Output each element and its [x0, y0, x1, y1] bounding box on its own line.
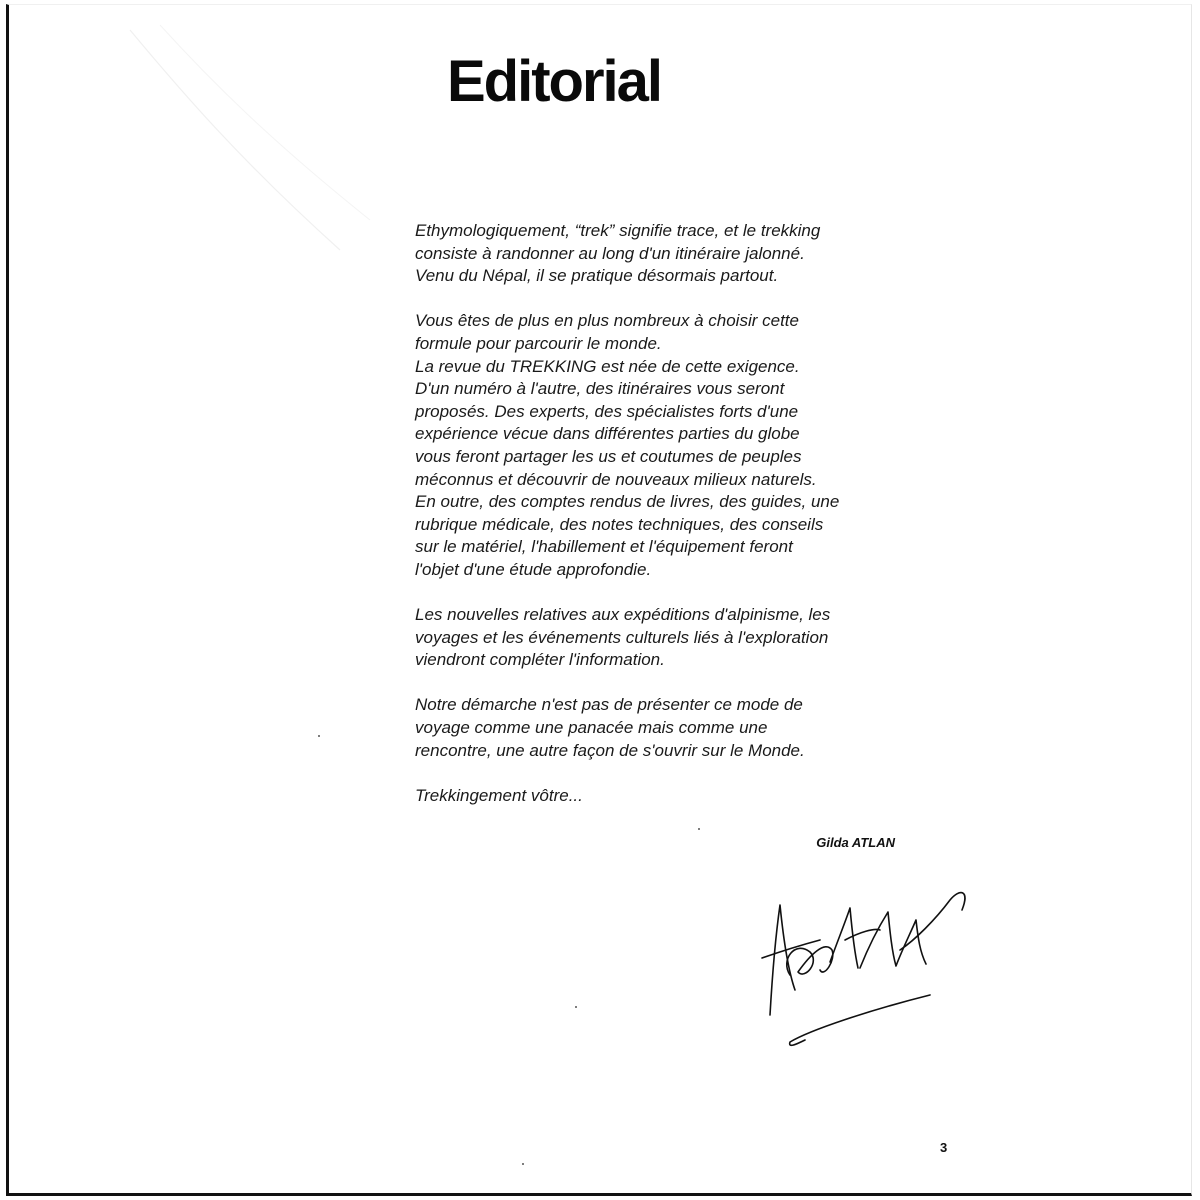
print-speck [698, 828, 700, 830]
paragraph-2 [415, 310, 935, 581]
text-line: Notre démarche n'est pas de présenter ce mode de [415, 695, 803, 715]
text-line: Les nouvelles relatives aux expéditions d'alpinisme, les [415, 605, 831, 625]
text-line: Venu du Népal, il se pratique désormais partout. [415, 266, 779, 286]
editorial-body [415, 220, 935, 807]
page-title: Editorial [447, 49, 662, 114]
print-speck [522, 1163, 524, 1165]
page-number: 3 [940, 1140, 948, 1155]
text-line: sur le matériel, l'habillement et l'équipement feront [415, 537, 793, 557]
text-line: vous feront partager les us et coutumes de peuples [415, 446, 802, 466]
text-line: méconnus et découvrir de nouveaux milieux naturels. [415, 469, 817, 489]
text-line: D'un numéro à l'autre, des itinéraires vous seront [415, 379, 785, 399]
paragraph-4 [415, 694, 935, 762]
text-line: Ethymologiquement, “trek” signifie trace, et le trekking [415, 221, 821, 240]
text-line: l'objet d'une étude approfondie. [415, 559, 652, 579]
text-line: expérience vécue dans différentes parties du globe [415, 424, 800, 444]
text-line: voyage comme une panacée mais comme une [415, 718, 768, 738]
text-line: proposés. Des experts, des spécialistes forts d'une [415, 401, 799, 421]
print-speck [318, 735, 320, 737]
handwritten-signature-icon [750, 880, 980, 1060]
closing-line: Trekkingement vôtre... [415, 785, 583, 805]
signer-name: Gilda ATLAN [816, 835, 895, 850]
paper-crease [120, 20, 380, 260]
text-line: viendront compléter l'information. [415, 650, 665, 670]
text-line: La revue du TREKKING est née de cette exigence. [415, 356, 800, 376]
text-line: rencontre, une autre façon de s'ouvrir sur le Monde. [415, 740, 805, 760]
text-line: formule pour parcourir le monde. [415, 333, 662, 353]
text-line: voyages et les événements culturels liés à l'exploration [415, 627, 829, 647]
text-line: rubrique médicale, des notes techniques, des conseils [415, 514, 824, 534]
paragraph-3 [415, 604, 935, 672]
text-line: En outre, des comptes rendus de livres, des guides, une [415, 492, 840, 512]
paragraph-1 [415, 220, 935, 288]
print-speck [575, 1006, 577, 1008]
text-line: consiste à randonner au long d'un itinéraire jalonné. [415, 243, 805, 263]
text-line: Vous êtes de plus en plus nombreux à choisir cette [415, 311, 799, 331]
